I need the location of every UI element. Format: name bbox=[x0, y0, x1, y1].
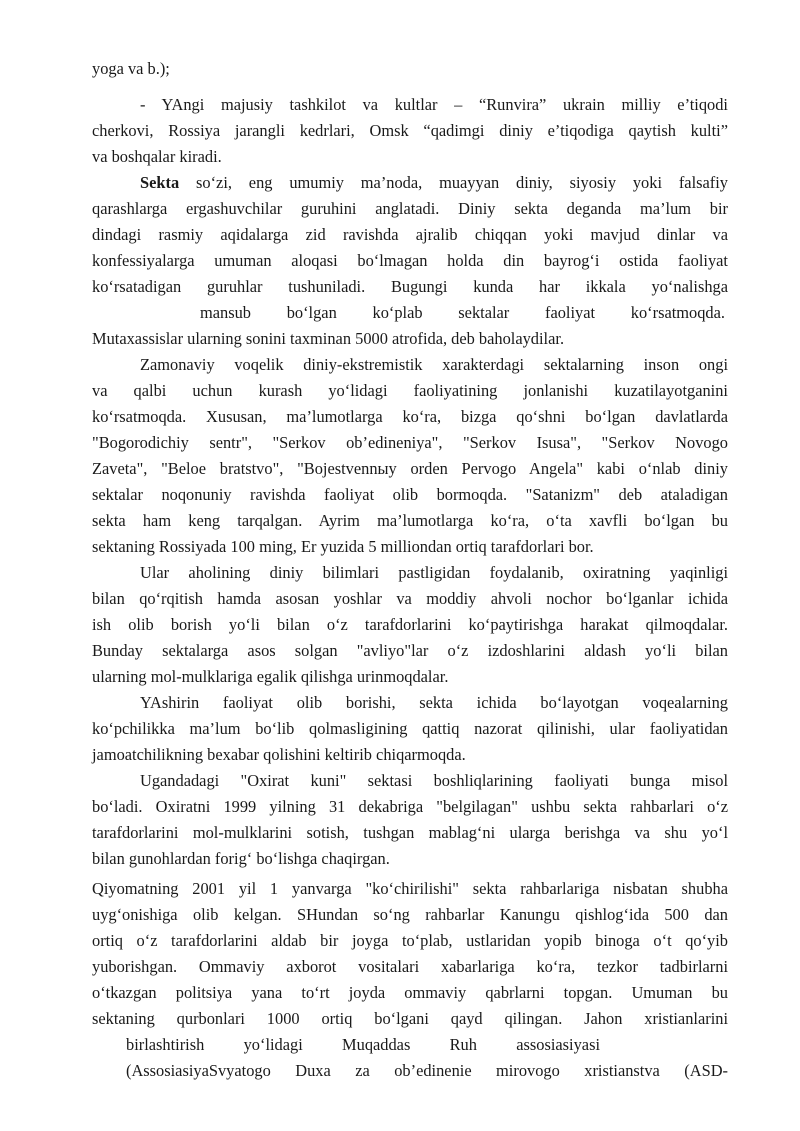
text-line: ko‘pchilikka ma’lum bo‘lib qolmasligining qattiq nazorat qilinishi, ular faoliyatidan bbox=[92, 719, 728, 738]
text-line: ish olib borish yo‘li bilan o‘z tarafdorlarini ko‘paytirishga harakat qilmoqdalar. bbox=[92, 615, 728, 634]
text-line: Mutaxassislar ularning sonini taxminan 5000 atrofida, deb baholaydilar. bbox=[92, 329, 565, 348]
text-line: Zaveta", "Beloe bratstvo", "Bojestvennыy orden Pervogo Angela" kabi o‘nlab diniy bbox=[92, 459, 728, 478]
text-line: ko‘rsatadigan guruhlar tushuniladi. Bugungi kunda har ikkala yo‘nalishga bbox=[92, 277, 728, 296]
text-line: sekta ham keng tarqalgan. Ayrim ma’lumotlarga ko‘ra, o‘ta xavfli bo‘lgan bu bbox=[92, 511, 728, 530]
text-line: Qiyomatning 2001 yil 1 yanvarga "ko‘chirilishi" sekta rahbarlariga nisbatan shubha bbox=[92, 879, 728, 898]
text-line: uyg‘onishiga olib kelgan. SHundan so‘ng rahbarlar Kanungu qishlog‘ida 500 dan bbox=[92, 905, 728, 924]
text-line: yoga va b.); bbox=[92, 59, 170, 78]
text-line: sektalar noqonuniy ravishda faoliyat olib bormoqda. "Satanizm" deb ataladigan bbox=[92, 485, 728, 504]
text-line: va qalbi uchun kurash yo‘lidagi faoliyatining jonlanishi kuzatilayotganini bbox=[92, 381, 728, 400]
text-line: ularning mol-mulklariga egalik qilishga urinmoqdalar. bbox=[92, 667, 449, 686]
text-line: "Bogorodichiy sentr", "Serkov ob’edineniya", "Serkov Isusa", "Serkov Novogo bbox=[92, 433, 728, 452]
text-line: ortiq o‘z tarafdorlarini aldab bir joyga to‘plab, ustlaridan yopib binoga o‘t qo‘yib bbox=[92, 931, 728, 950]
text-line: qarashlarga ergashuvchilar guruhini anglatadi. Diniy sekta deganda ma’lum bir bbox=[92, 199, 728, 218]
text-line: konfessiyalarga umuman aloqasi bo‘lmagan holda din bayrog‘i ostida faoliyat bbox=[92, 251, 728, 270]
text-line: sektaning qurbonlari 1000 ortiq bo‘lgani qayd qilingan. Jahon xristianlarini bbox=[92, 1009, 728, 1028]
text-line: Zamonaviy voqelik diniy-ekstremistik xarakterdagi sektalarning inson ongi bbox=[140, 355, 728, 374]
text-line: yuborishgan. Ommaviy axborot vositalari xabarlariga ko‘ra, tezkor tadbirlarni bbox=[92, 957, 728, 976]
text-line: (AssosiasiyaSvyatogo Duxa za ob’edinenie mirovogo xristianstva (ASD- bbox=[126, 1061, 728, 1080]
text-line: bilan qo‘rqitish hamda asosan yoshlar va moddiy ahvoli nochor bo‘lganlar ichida bbox=[92, 589, 728, 608]
text-line: - YAngi majusiy tashkilot va kultlar – “Runvira” ukrain milliy e’tiqodi bbox=[140, 95, 728, 114]
text-line: tarafdorlarini mol-mulklarini sotish, tushgan mablag‘ni ularga berishga va shu yo‘l bbox=[92, 823, 728, 842]
text-line: mansub bo‘lgan ko‘plab sektalar faoliyat ko‘rsatmoqda. bbox=[200, 303, 725, 322]
text-line: YAshirin faoliyat olib borishi, sekta ichida bo‘layotgan voqealarning bbox=[140, 693, 728, 712]
text-line: o‘tkazgan politsiya yana to‘rt joyda ommaviy qabrlarni topgan. Umuman bu bbox=[92, 983, 728, 1002]
text-line: dindagi rasmiy aqidalarga zid ravishda ajralib chiqqan yoki mavjud dinlar va bbox=[92, 225, 728, 244]
text-line: birlashtirish yo‘lidagi Muqaddas Ruh assosiasiyasi bbox=[126, 1035, 600, 1054]
text-line: sektaning Rossiyada 100 ming, Er yuzida 5 milliondan ortiq tarafdorlari bor. bbox=[92, 537, 594, 556]
text-line: Ular aholining diniy bilimlari pastligidan foydalanib, oxiratning yaqinligi bbox=[140, 563, 728, 582]
text-line bbox=[140, 170, 728, 196]
text-line: Ugandadagi "Oxirat kuni" sektasi boshliqlarining faoliyati bunga misol bbox=[140, 771, 728, 790]
text-line: Bunday sektalarga asos solgan "avliyo"lar o‘z izdoshlarini aldash yo‘li bilan bbox=[92, 641, 728, 660]
text-line: ko‘rsatmoqda. Xususan, ma’lumotlarga ko‘ra, bizga qo‘shni bo‘lgan davlatlarda bbox=[92, 407, 728, 426]
text-line: cherkovi, Rossiya jarangli kedrlari, Omsk “qadimgi diniy e’tiqodiga qaytish kulti” bbox=[92, 121, 728, 140]
text-line: bilan gunohlardan forig‘ bo‘lishga chaqirgan. bbox=[92, 849, 390, 868]
text-line: bo‘ladi. Oxiratni 1999 yilning 31 dekabriga "belgilagan" ushbu sekta rahbarlari o‘z bbox=[92, 797, 728, 816]
text-span: so‘zi, eng umumiy ma’noda, muayyan diniy, siyosiy yoki falsafiy bbox=[179, 173, 728, 192]
term-bold: Sekta bbox=[140, 173, 180, 192]
text-line: jamoatchilikning bexabar qolishini keltirib chiqarmoqda. bbox=[92, 745, 466, 764]
text-line: va boshqalar kiradi. bbox=[92, 147, 222, 166]
